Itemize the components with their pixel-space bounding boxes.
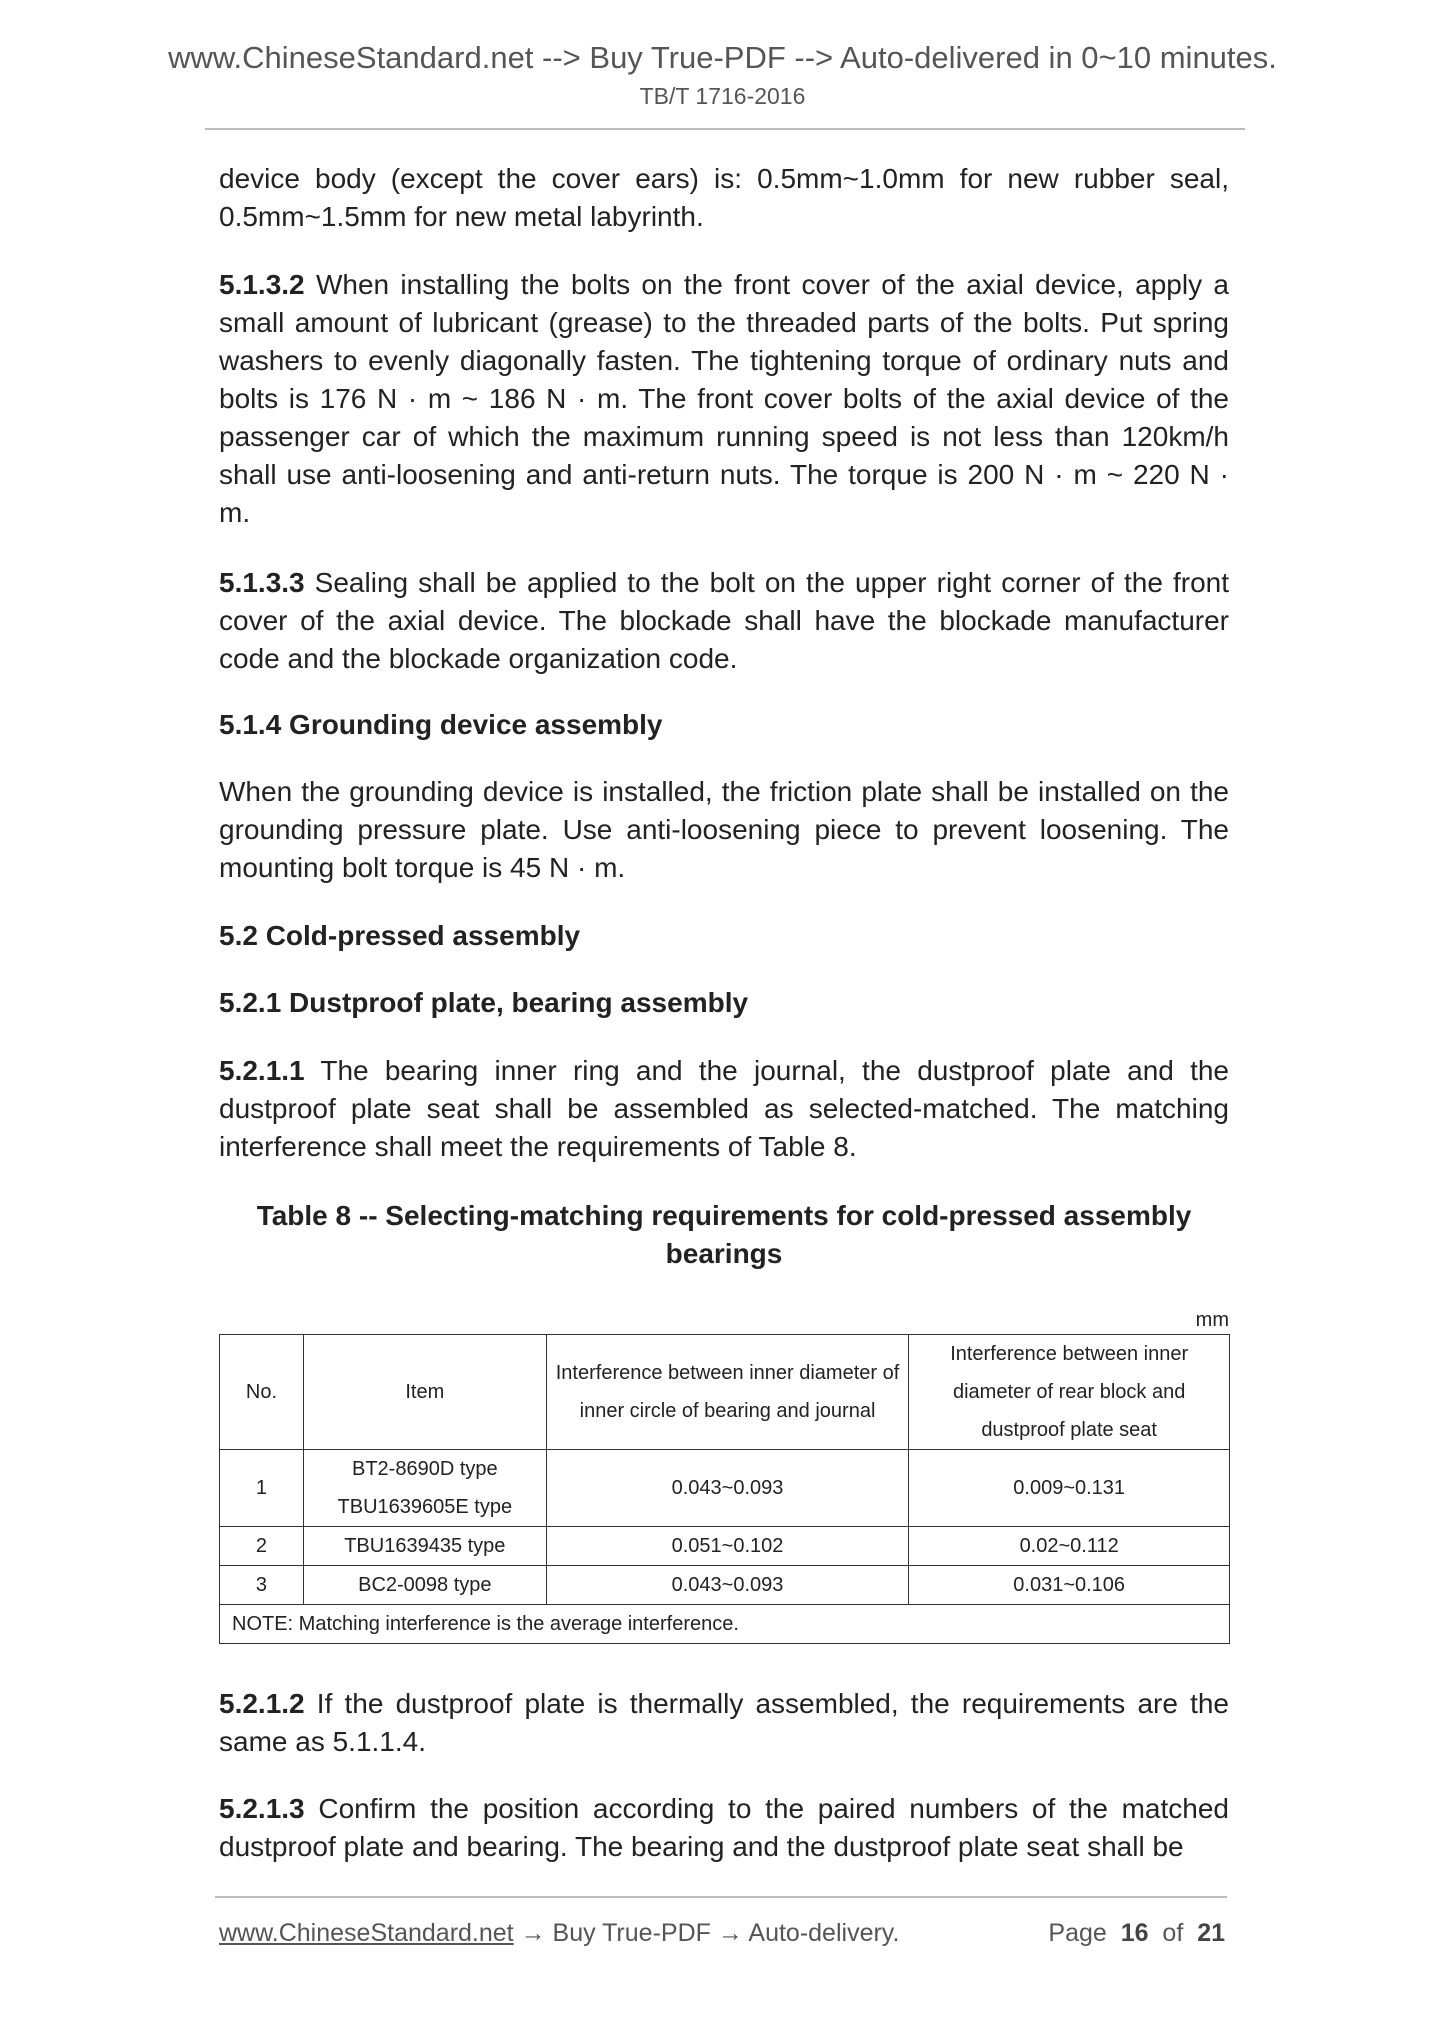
cell-no: 2 — [220, 1527, 304, 1566]
clause-text: If the dustproof plate is thermally assembled, the requirements are the same as 5.1.1.4. — [219, 1688, 1229, 1757]
section-heading: 5.1.4 Grounding device assembly — [219, 709, 663, 740]
table-caption: Table 8 -- Selecting-matching requirements for cold-pressed assembly bearings — [256, 1200, 1192, 1269]
paragraph-continuation — [219, 160, 1229, 236]
requirements-table — [219, 1334, 1230, 1644]
heading-5-2 — [219, 917, 1229, 955]
cell-no: 1 — [220, 1450, 304, 1527]
cell-bearing-journal: 0.043~0.093 — [546, 1450, 909, 1527]
header-banner: www.ChineseStandard.net --> Buy True-PDF --> Auto-delivered in 0~10 minutes. — [168, 40, 1277, 75]
clause-number: 5.2.1.2 — [219, 1688, 305, 1719]
clause-text: When installing the bolts on the front cover of the axial device, apply a small amount of lubricant (grease) to the threaded parts of the bolts. Put spring washers to evenly diagonally fasten. The tightening torque of ordinary nuts and bolts is 176 N · m ~ 186 N · m. The front cover bolts of the axial device of the passenger car of which the maximum running speed is not less than 120km/h shall use anti-loosening and anti-return nuts. The torque is 200 N · m ~ 220 N · m. — [219, 269, 1229, 528]
table-row — [220, 1527, 1230, 1566]
clause-number: 5.2.1.3 — [219, 1793, 305, 1824]
clause-number: 5.1.3.3 — [219, 567, 305, 598]
cell-bearing-journal: 0.043~0.093 — [546, 1566, 909, 1605]
page-label: Page — [1048, 1919, 1107, 1947]
footer-tagline: → Buy True-PDF → Auto-delivery. — [513, 1919, 900, 1947]
page-indicator — [1048, 1916, 1225, 1950]
header-bearing-journal: Interference between inner diameter of inner circle of bearing and journal — [546, 1335, 909, 1450]
table-row — [220, 1566, 1230, 1605]
clause-text: Sealing shall be applied to the bolt on the upper right corner of the front cover of the axial device. The blockade shall have the blockade manufacturer code and the blockade organization code. — [219, 567, 1229, 674]
footer-left — [219, 1916, 899, 1950]
cell-no: 3 — [220, 1566, 304, 1605]
cell-item: BC2-0098 type — [303, 1566, 546, 1605]
header-divider — [205, 128, 1245, 130]
clause-5-2-1-1 — [219, 1052, 1229, 1166]
item-line: TBU1639605E type — [337, 1496, 513, 1518]
header-no: No. — [220, 1335, 304, 1450]
cell-bearing-journal: 0.051~0.102 — [546, 1527, 909, 1566]
table-header-row — [220, 1335, 1230, 1450]
clause-text: Confirm the position according to the paired numbers of the matched dustproof plate and bearing. The bearing and the dustproof plate seat shall be — [219, 1793, 1229, 1862]
clause-5-1-3-3 — [219, 564, 1229, 678]
table-note-row — [220, 1605, 1230, 1644]
cell-item — [303, 1450, 546, 1527]
cell-block-seat: 0.02~0.112 — [909, 1527, 1230, 1566]
header-block-seat: Interference between inner diameter of rear block and dustproof plate seat — [909, 1335, 1230, 1450]
clause-5-1-3-2 — [219, 266, 1229, 532]
clause-text: The bearing inner ring and the journal, the dustproof plate and the dustproof plate seat shall be assembled as selected-matched. The matching interference shall meet the requirements of Table 8. — [219, 1055, 1229, 1162]
paragraph-grounding — [219, 773, 1229, 887]
cell-block-seat: 0.031~0.106 — [909, 1566, 1230, 1605]
page-of: of — [1162, 1919, 1184, 1947]
heading-5-2-1 — [219, 984, 1229, 1022]
table-note: NOTE: Matching interference is the average interference. — [220, 1605, 1230, 1644]
clause-5-2-1-3 — [219, 1790, 1229, 1866]
item-line: BT2-8690D type — [352, 1458, 498, 1480]
paragraph-text: device body (except the cover ears) is: 0.5mm~1.0mm for new rubber seal, 0.5mm~1.5mm for new metal labyrinth. — [219, 163, 1229, 232]
clause-number: 5.2.1.1 — [219, 1055, 305, 1086]
clause-number: 5.1.3.2 — [219, 269, 305, 300]
page-total: 21 — [1197, 1919, 1225, 1947]
heading-5-1-4 — [219, 706, 1229, 744]
cell-block-seat: 0.009~0.131 — [909, 1450, 1230, 1527]
section-heading: 5.2.1 Dustproof plate, bearing assembly — [219, 987, 749, 1018]
footer-site-link[interactable]: www.ChineseStandard.net — [219, 1919, 514, 1947]
clause-5-2-1-2 — [219, 1685, 1229, 1761]
cell-item: TBU1639435 type — [303, 1527, 546, 1566]
table-unit: mm — [1195, 1309, 1229, 1331]
paragraph-text: When the grounding device is installed, the friction plate shall be installed on the grounding pressure plate. Use anti-loosening piece to prevent loosening. The mounting bolt torque is 45 N · m. — [219, 776, 1229, 883]
standard-code: TB/T 1716-2016 — [639, 83, 806, 109]
page-current: 16 — [1120, 1919, 1149, 1947]
footer-divider — [215, 1896, 1227, 1898]
section-heading: 5.2 Cold-pressed assembly — [219, 920, 581, 951]
header-item: Item — [303, 1335, 546, 1450]
table-row — [220, 1450, 1230, 1527]
